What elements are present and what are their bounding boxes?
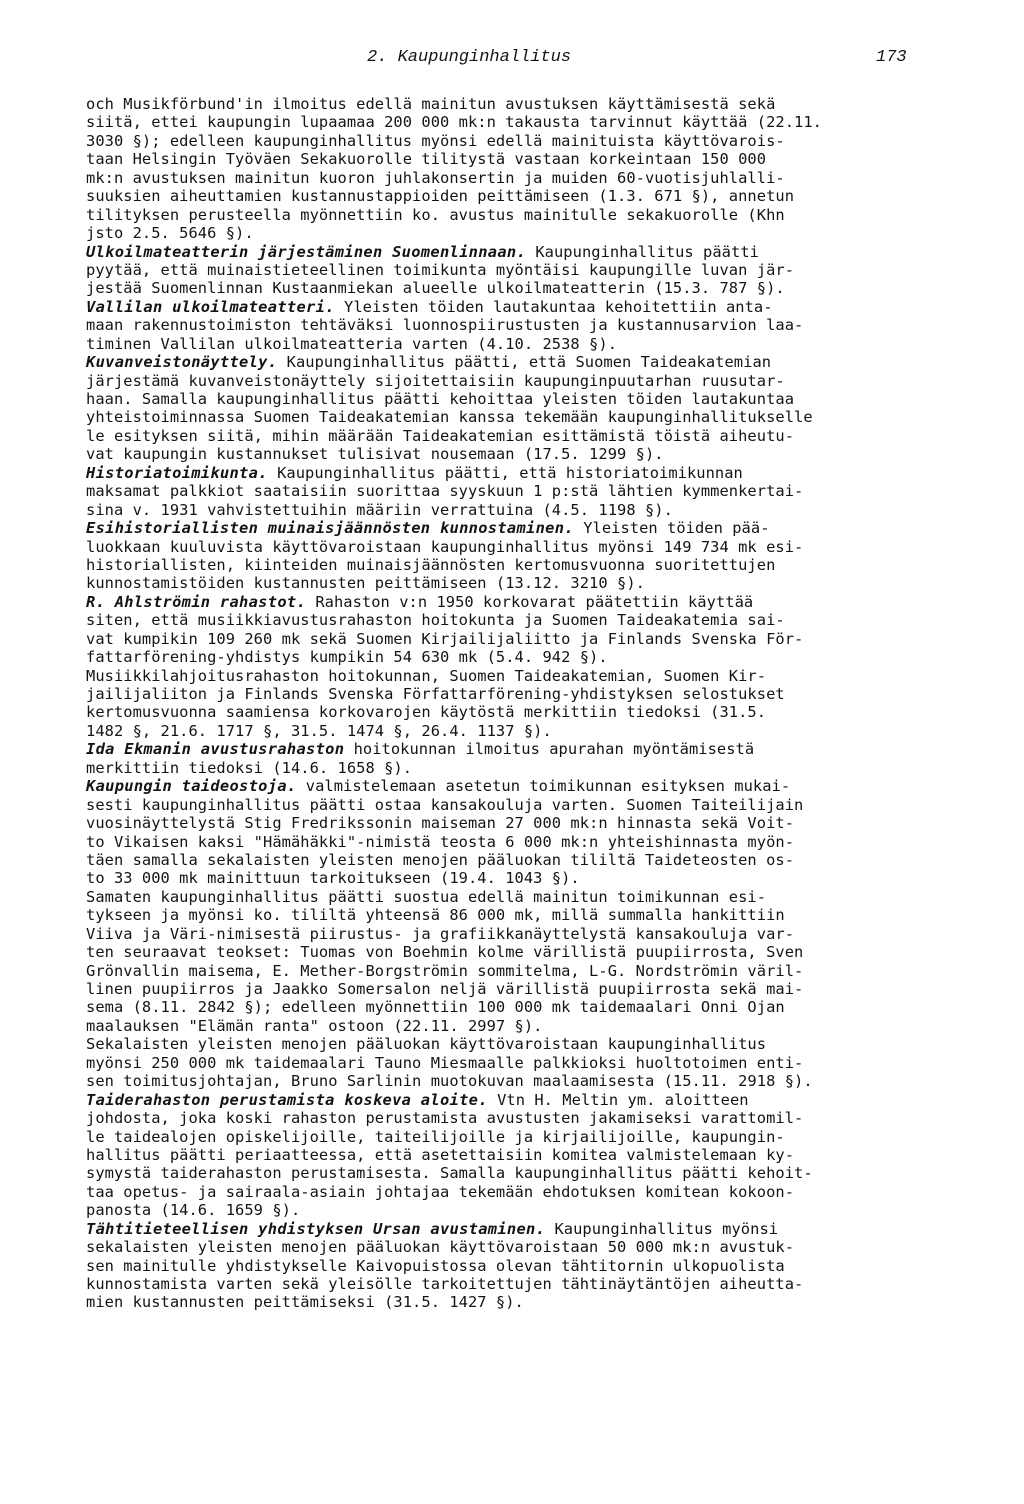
text-line — [86, 630, 946, 648]
text-run: linen puupiirros ja Jaakko Somersalon neljä värillistä puupiirrosta sekä mai- — [86, 980, 804, 998]
text-line — [86, 390, 946, 408]
text-run: pyytää, että muinaistieteellinen toimikunta myöntäisi kaupungille luvan jär- — [86, 260, 795, 279]
text-run: sen mainitulle yhdistykselle Kaivopuistossa olevan tähtitornin ulkopuolista — [86, 1256, 785, 1275]
text-line — [86, 814, 946, 832]
text-line — [86, 980, 946, 998]
text-line — [86, 777, 946, 795]
text-line — [86, 132, 946, 150]
text-line — [86, 464, 946, 482]
text-line — [86, 169, 946, 187]
section-heading: Historiatoimikunta. — [86, 463, 268, 482]
section-heading: Taiderahaston perustamista koskeva aloite. — [86, 1090, 488, 1109]
text-line — [86, 206, 946, 224]
text-line — [86, 519, 946, 537]
section-heading: Ulkoilmateatterin järjestäminen Suomenlinnaan. — [86, 242, 527, 261]
text-run: Grönvallin maisema, E. Mether-Borgströmin sommitelma, L-G. Nordströmin väril- — [86, 961, 804, 980]
text-line — [86, 685, 946, 703]
text-run: järjestämä kuvanveistonäyttely sijoitettaisiin kaupunginpuutarhan ruusutar- — [86, 371, 785, 390]
text-run: jestää Suomenlinnan Kustaanmiekan alueelle ulkoilmateatterin (15.3. 787 §). — [86, 279, 785, 298]
text-run: sen toimitusjohtajan, Bruno Sarlinin muotokuvan maalaamisesta (15.11. 2918 §). — [86, 1072, 813, 1091]
text-line — [86, 335, 946, 353]
text-line — [86, 1275, 946, 1293]
text-line — [86, 1220, 946, 1238]
text-run: Kaupunginhallitus päätti, että Suomen Taideakatemian — [277, 353, 772, 372]
text-run: ten seuraavat teokset: Tuomas von Boehmin kolme värillistä puupiirrosta, Sven — [86, 943, 804, 962]
text-line — [86, 1128, 946, 1146]
text-line — [86, 962, 946, 980]
text-run: Yleisten töiden lautakuntaa kehoitettiin anta- — [334, 297, 773, 316]
text-run: haan. Samalla kaupunginhallitus päätti kehoittaa yleisten töiden lautakuntaa — [86, 390, 795, 408]
text-run: vuosinäyttelystä Stig Fredrikssonin maiseman 27 000 mk:n hinnasta sekä Voit- — [86, 814, 795, 833]
text-line — [86, 187, 946, 205]
text-line — [86, 353, 946, 371]
text-line — [86, 648, 946, 666]
text-run: hallitus päätti periaatteessa, että asetettaisiin komitea valmistelemaan ky- — [86, 1145, 795, 1164]
section-heading: Tähtitieteellisen yhdistyksen Ursan avustaminen. — [86, 1219, 546, 1238]
text-run: maan rakennustoimiston tehtäväksi luonnospiirustusten ja kustannusarvion laa- — [86, 316, 804, 335]
text-line — [86, 279, 946, 297]
text-line — [86, 1035, 946, 1053]
text-run: taan Helsingin Työväen Sekakuorolle tilitystä vastaan korkeintaan 150 000 — [86, 150, 767, 169]
text-line — [86, 1017, 946, 1035]
text-line — [86, 1164, 946, 1182]
text-line — [86, 556, 946, 574]
text-line — [86, 833, 946, 851]
text-run: sema (8.11. 2842 §); edelleen myönnettiin 100 000 mk taidemaalari Onni Ojan — [86, 998, 785, 1017]
text-run: Musiikkilahjoitusrahaston hoitokunnan, Suomen Taideakatemian, Suomen Kir- — [86, 666, 767, 685]
text-line — [86, 1054, 946, 1072]
text-line — [86, 150, 946, 168]
text-line — [86, 574, 946, 592]
text-line — [86, 1146, 946, 1164]
text-run: tykseen ja myönsi ko. tililtä yhteensä 86 000 mk, millä summalla hankittiin — [86, 906, 785, 925]
text-line — [86, 243, 946, 261]
text-line — [86, 869, 946, 887]
text-line — [86, 372, 946, 390]
text-line — [86, 445, 946, 463]
text-run: mk:n avustuksen mainitun kuoron juhlakonsertin ja muiden 60-vuotisjuhlalli- — [86, 168, 785, 187]
text-run: Rahaston v:n 1950 korkovarat päätettiin käyttää — [306, 592, 754, 611]
text-run: Kaupunginhallitus myönsi — [545, 1219, 779, 1238]
text-run: Yleisten töiden pää- — [573, 519, 770, 538]
section-heading: Esihistoriallisten muinaisjäännösten kunnostaminen. — [86, 519, 574, 538]
section-heading: Ida Ekmanin avustusrahaston — [86, 740, 345, 759]
text-run: fattarförening-yhdistys kumpikin 54 630 mk (5.4. 942 §). — [86, 648, 608, 667]
text-run: le taidealojen opiskelijoille, taiteilijoille ja kirjailijoille, kaupungin- — [86, 1127, 785, 1146]
text-run: och Musikförbund'in ilmoitus edellä mainitun avustuksen käyttämisestä sekä — [86, 95, 776, 113]
text-line — [86, 611, 946, 629]
text-run: mien kustannusten peittämiseksi (31.5. 1427 §). — [86, 1293, 524, 1312]
text-run: Kaupunginhallitus päätti, että historiatoimikunnan — [267, 463, 743, 482]
body-text — [86, 95, 946, 1312]
text-line — [86, 998, 946, 1016]
text-run: maalauksen "Elämän ranta" ostoon (22.11. 2997 §). — [86, 1016, 543, 1035]
text-line — [86, 943, 946, 961]
text-run: merkittiin tiedoksi (14.6. 1658 §). — [86, 758, 413, 777]
section-heading: Kuvanveistonäyttely. — [86, 353, 278, 372]
text-run: yhteistoiminnassa Suomen Taideakatemian kanssa tekemään kaupunginhallitukselle — [86, 408, 813, 427]
text-run: kunnostamistöiden kustannusten peittämiseen (13.12. 3210 §). — [86, 574, 645, 593]
text-line — [86, 796, 946, 814]
text-run: Samaten kaupunginhallitus päätti suostua edellä mainitun toimikunnan esi- — [86, 887, 767, 906]
text-line — [86, 925, 946, 943]
text-run: to Vikaisen kaksi "Hämähäkki"-nimistä teosta 6 000 mk:n yhteishinnasta myön- — [86, 832, 795, 851]
section-heading: Vallilan ulkoilmateatteri. — [86, 297, 335, 316]
text-run: kunnostamista varten sekä yleisölle tarkoitettujen tähtinäytäntöjen aiheutta- — [86, 1275, 804, 1293]
text-line — [86, 1183, 946, 1201]
text-line — [86, 1238, 946, 1256]
text-run: 1482 §, 21.6. 1717 §, 31.5. 1474 §, 26.4. 1137 §). — [86, 721, 552, 740]
text-line — [86, 261, 946, 279]
text-run: historiallisten, kiinteiden muinaisjäännösten kertomusvuonna suoritettujen — [86, 555, 776, 574]
text-line — [86, 298, 946, 316]
text-run: myönsi 250 000 mk taidemaalari Tauno Miesmaalle palkkioksi huoltotoimen enti- — [86, 1053, 804, 1072]
text-line — [86, 740, 946, 758]
running-head-title: 2. Kaupunginhallitus — [367, 48, 572, 67]
text-run: siten, että musiikkiavustusrahaston hoitokunta ja Suomen Taideakatemia sai- — [86, 611, 785, 630]
text-run: siitä, ettei kaupungin lupaamaa 200 000 mk:n takausta tarvinnut käyttää (22.11. — [86, 113, 822, 132]
text-line — [86, 224, 946, 242]
text-run: vat kumpikin 109 260 mk sekä Suomen Kirjailijaliitto ja Finlands Svenska För- — [86, 629, 804, 648]
text-line — [86, 95, 946, 113]
text-run: vat kaupungin kustannukset tulisivat nousemaan (17.5. 1299 §). — [86, 445, 664, 464]
text-run: to 33 000 mk mainittuun tarkoitukseen (19.4. 1043 §). — [86, 869, 580, 888]
text-run: tilityksen perusteella myönnettiin ko. avustus mainitulle sekakuorolle (Khn — [86, 205, 785, 224]
text-run: maksamat palkkiot saataisiin suorittaa syyskuun 1 p:stä lähtien kymmenkertai- — [86, 482, 804, 501]
text-line — [86, 1201, 946, 1219]
text-run: Kaupunginhallitus päätti — [526, 242, 759, 261]
text-run: jsto 2.5. 5646 §). — [86, 224, 254, 243]
text-run: panosta (14.6. 1659 §). — [86, 1201, 301, 1220]
text-line — [86, 906, 946, 924]
text-run: suuksien aiheuttamien kustannustappioiden peittämiseen (1.3. 671 §), annetun — [86, 187, 795, 206]
text-run: symystä taiderahaston perustamisesta. Samalla kaupunginhallitus päätti kehoit- — [86, 1164, 813, 1183]
text-run: taa opetus- ja sairaala-asiain johtajaa tekemään ehdotuksen komitean kokoon- — [86, 1182, 795, 1201]
text-run: 3030 §); edelleen kaupunginhallitus myönsi edellä mainituista käyttövarois- — [86, 131, 785, 150]
text-line — [86, 1109, 946, 1127]
section-heading: Kaupungin taideostoja. — [86, 777, 297, 796]
text-run: jailijaliiton ja Finlands Svenska Författarförening-yhdistyksen selostukset — [86, 685, 785, 703]
text-line — [86, 759, 946, 777]
text-line — [86, 1293, 946, 1311]
text-line — [86, 316, 946, 334]
text-line — [86, 1257, 946, 1275]
text-line — [86, 593, 946, 611]
section-heading: R. Ahlströmin rahastot. — [86, 592, 307, 611]
text-line — [86, 538, 946, 556]
text-line — [86, 427, 946, 445]
page-number: 173 — [876, 48, 907, 67]
text-run: le esityksen siitä, mihin määrään Taideakatemian esittämistä töistä aiheutu- — [86, 426, 795, 445]
text-run: timinen Vallilan ulkoilmateatteria varten (4.10. 2538 §). — [86, 334, 618, 353]
text-line — [86, 1091, 946, 1109]
text-line — [86, 851, 946, 869]
text-line — [86, 408, 946, 426]
text-run: sesti kaupunginhallitus päätti ostaa kansakouluja varten. Suomen Taiteilijain — [86, 795, 804, 814]
text-line — [86, 703, 946, 721]
text-line — [86, 113, 946, 131]
text-line — [86, 501, 946, 519]
text-run: Viiva ja Väri-nimisestä piirustus- ja grafiikkanäyttelystä kansakouluja var- — [86, 924, 795, 943]
text-line — [86, 667, 946, 685]
text-run: sekalaisten yleisten menojen pääluokan käyttövaroistaan 50 000 mk:n avustuk- — [86, 1238, 795, 1257]
text-line — [86, 722, 946, 740]
text-run: kertomusvuonna saamiensa korkovarojen käytöstä merkittiin tiedoksi (31.5. — [86, 703, 767, 722]
text-run: valmistelemaan asetetun toimikunnan esityksen mukai- — [296, 777, 791, 796]
text-run: täen samalla sekalaisten yleisten menojen pääluokan tililtä Taideteosten os- — [86, 850, 795, 869]
text-line — [86, 1072, 946, 1090]
text-line — [86, 888, 946, 906]
running-head — [0, 48, 1024, 72]
text-run: sina v. 1931 vahvistettuihin määriin verrattuina (4.5. 1198 §). — [86, 500, 673, 519]
text-line — [86, 482, 946, 500]
text-run: hoitokunnan ilmoitus apurahan myöntämisestä — [344, 740, 755, 759]
text-run: Vtn H. Meltin ym. aloitteen — [487, 1090, 749, 1109]
text-run: Sekalaisten yleisten menojen pääluokan käyttövaroistaan kaupunginhallitus — [86, 1035, 767, 1054]
text-run: luokkaan kuuluvista käyttövaroistaan kaupunginhallitus myönsi 149 734 mk esi- — [86, 537, 804, 556]
text-run: johdosta, joka koski rahaston perustamista avustusten jakamiseksi varattomil- — [86, 1109, 804, 1128]
